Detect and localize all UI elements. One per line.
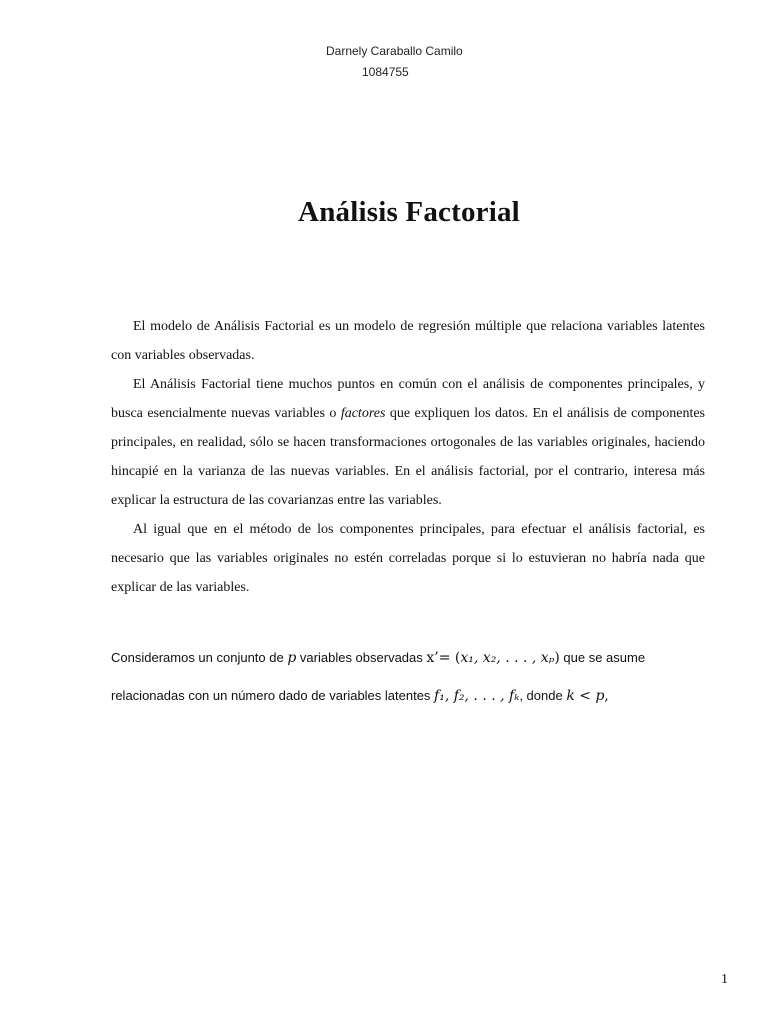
formula-line-1-xprime: x’= ( <box>426 650 461 666</box>
formula-line-2-condition: k < p <box>566 688 605 704</box>
paragraph-2-emphasis: factores <box>340 406 386 421</box>
formula-line-2-vars: f₁, f₂, . . . , fₖ <box>434 688 520 704</box>
formula-line-1 <box>111 650 711 667</box>
formula-line-2-text-b: , donde <box>519 688 567 703</box>
paragraph-2-text-b: que expliquen los datos. En el análisis de componentes principales, en realidad, sólo se hacen transformaciones ortogonales de las variables originales, haciendo hincapié en la varianza de las nuevas variables. En el análisis factorial, por el contrario, interesa más explicar la estructura de las covarianzas entre las variables. <box>111 406 706 508</box>
formula-line-1-text-b: variables observadas <box>296 650 427 665</box>
paragraph-2-text-a: El Análisis Factorial tiene muchos puntos en común con el análisis de componentes principales, y busca esencialmente nuevas variables o <box>111 377 705 421</box>
formula-line-1-vars: x₁, x₂, . . . , xₚ <box>460 650 555 666</box>
formula-line-1-text-c: que se asume <box>559 650 646 665</box>
formula-line-1-text-a: Consideramos un conjunto de <box>111 650 288 665</box>
formula-line-2 <box>111 688 711 705</box>
paragraph-1: El modelo de Análisis Factorial es un modelo de regresión múltiple que relaciona variables latentes con variables observadas. <box>111 319 705 363</box>
author-id: 1084755 <box>362 65 409 79</box>
author-name: Darnely Caraballo Camilo <box>326 44 463 58</box>
paragraph-2 <box>111 370 705 515</box>
formula-line-1-close: ) <box>554 650 560 666</box>
formula-line-2-text-a: relacionadas con un número dado de variables latentes <box>111 688 435 703</box>
page-number: 1 <box>721 972 728 987</box>
formula-line-2-end: , <box>604 688 609 704</box>
formula-line-1-p: p <box>287 650 297 666</box>
document-title: Análisis Factorial <box>298 196 520 228</box>
body-text <box>111 312 705 602</box>
paragraph-3: Al igual que en el método de los componentes principales, para efectuar el análisis factorial, es necesario que las variables originales no estén correladas porque si lo estuvieran no habría nada que explicar de las variables. <box>111 522 705 595</box>
